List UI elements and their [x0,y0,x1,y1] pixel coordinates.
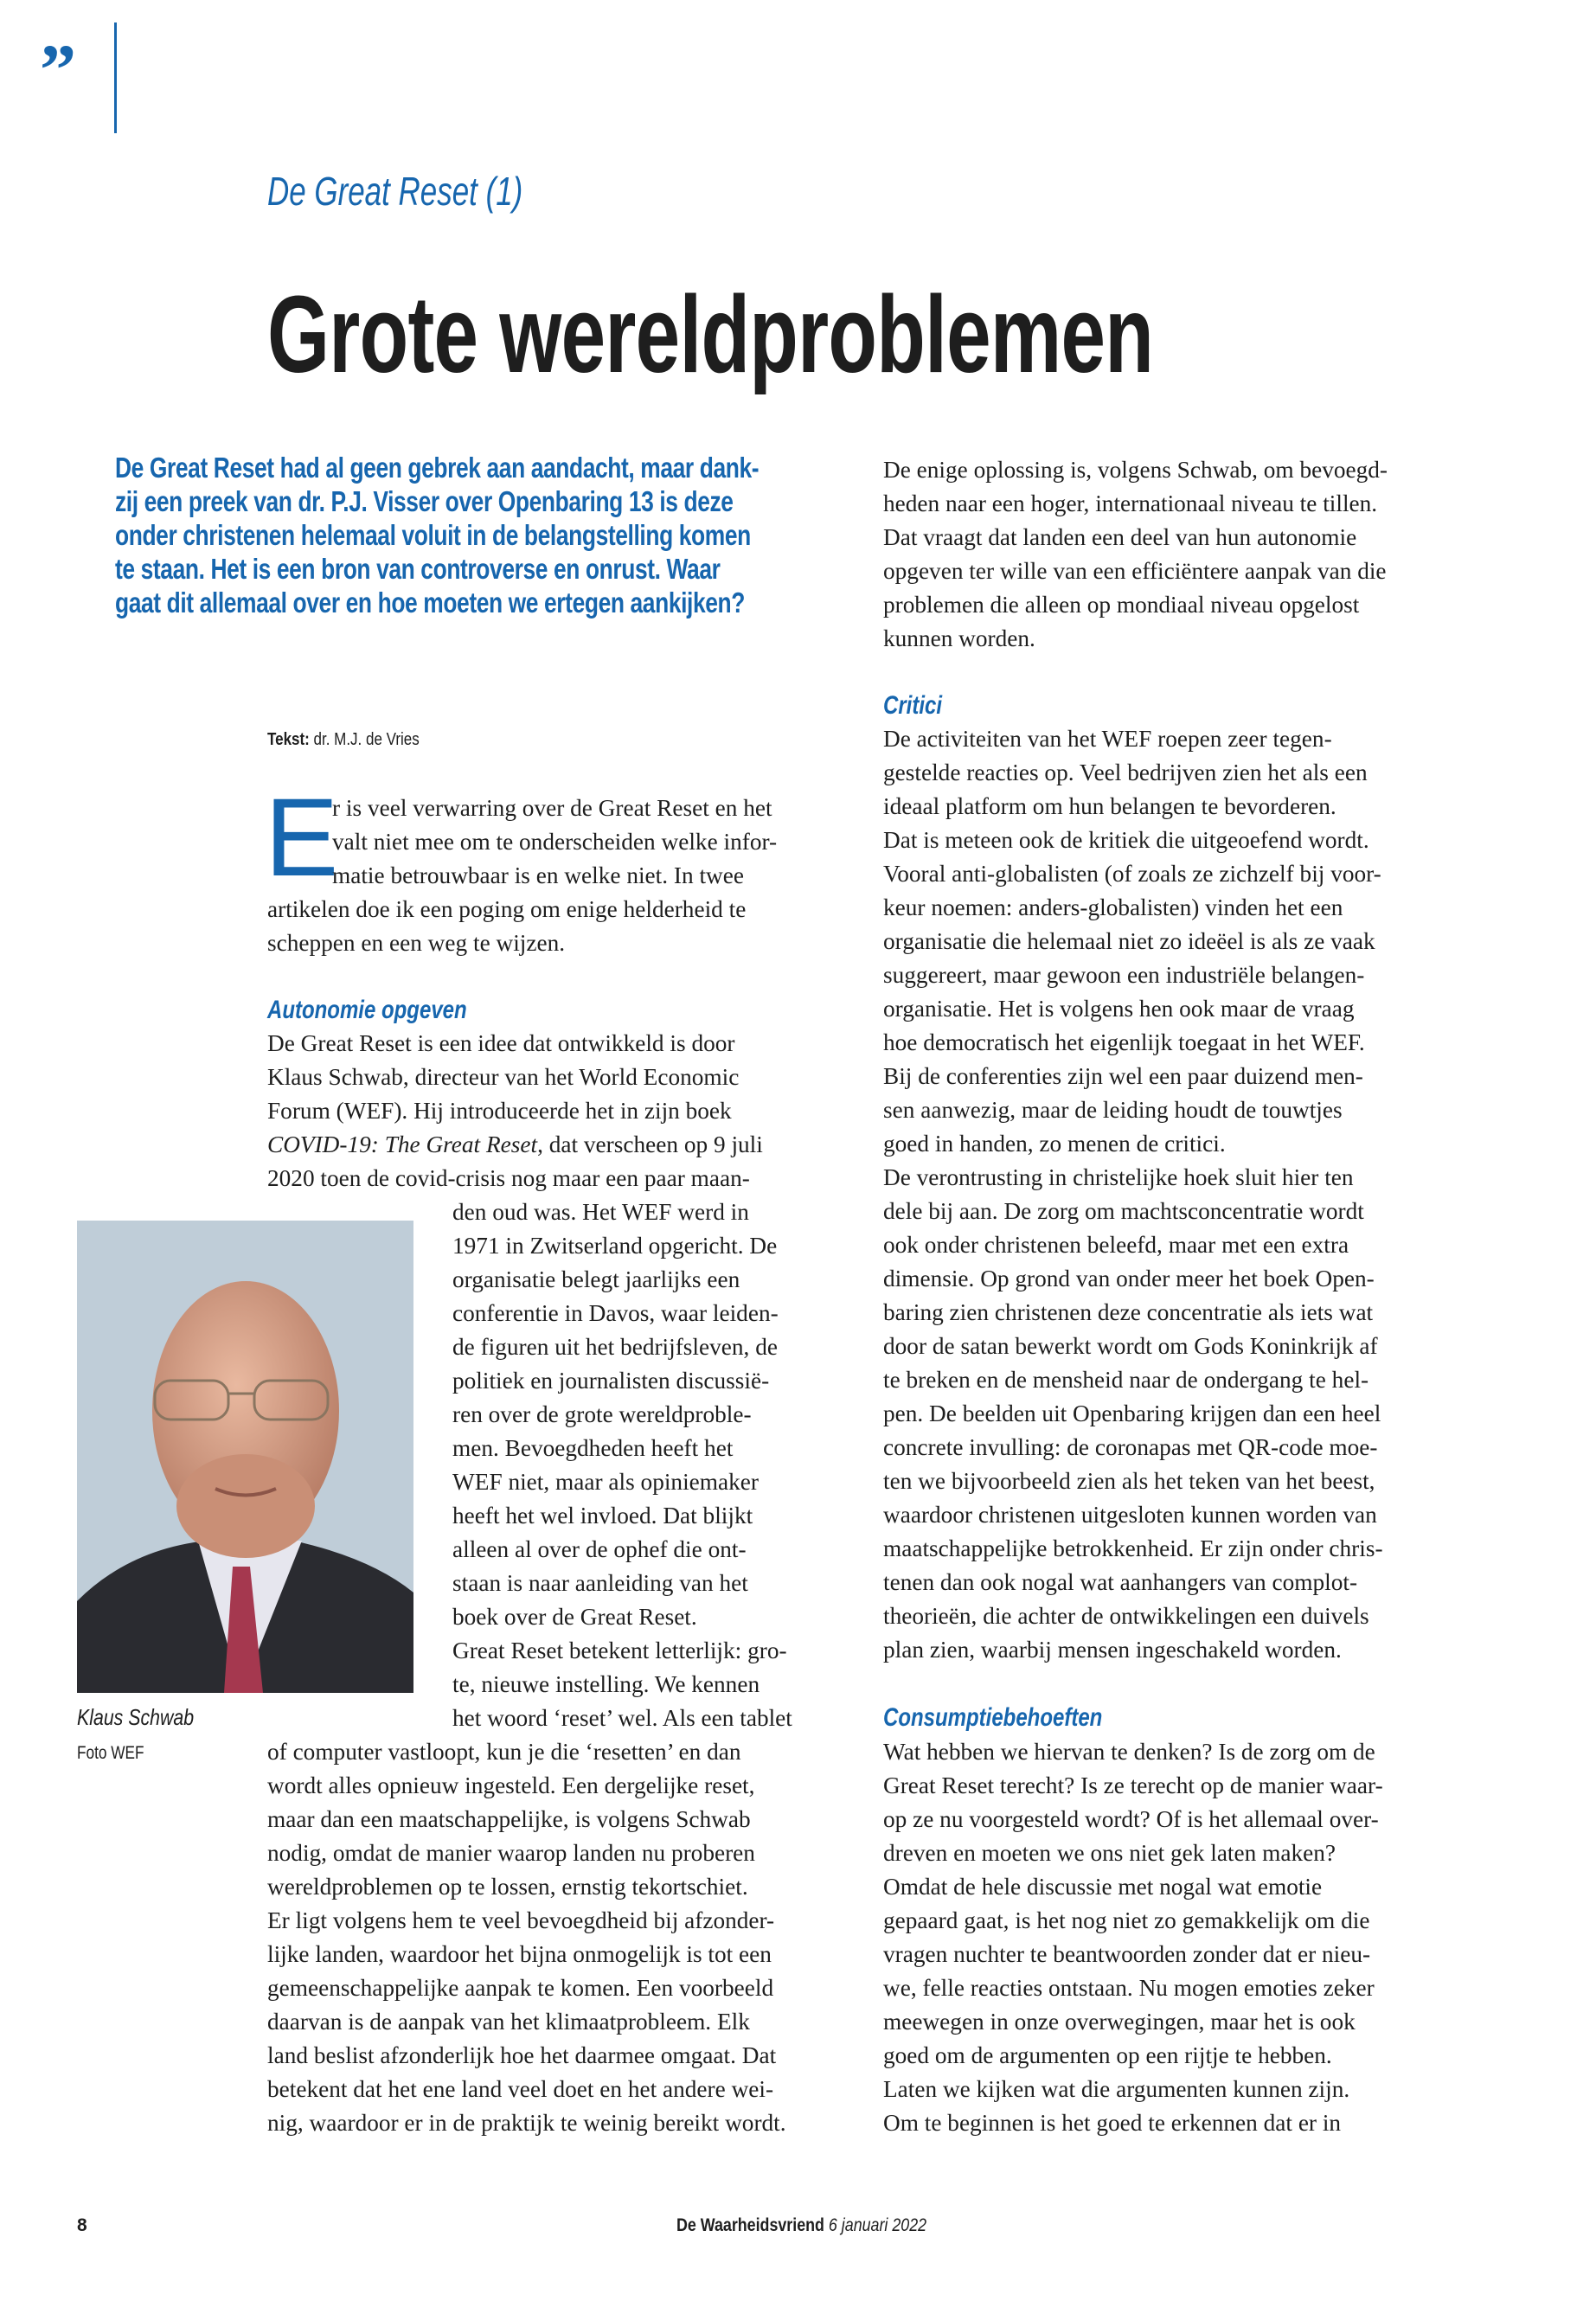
intro-indented [332,792,777,893]
text-line: Dat vraagt dat landen een deel van hun autonomie [883,524,1357,550]
text-line: gestelde reacties op. Veel bedrijven zien het als een [883,760,1368,785]
text-line: plan zien, waarbij mensen ingeschakeld worden. [883,1637,1342,1663]
header-divider [114,22,117,133]
text-line: organisatie. Het is volgens hen ook maar de vraag [883,996,1355,1022]
closing-quote-icon: ” [40,30,76,111]
text-line: waardoor christenen uitgesloten kunnen worden van [883,1502,1377,1528]
text-line: Vooral anti-globalisten (of zoals ze zichzelf bij voor- [883,861,1381,887]
text-line: 1971 in Zwitserland opgericht. De [452,1233,778,1259]
text-line: goed in handen, zo menen de critici. [883,1131,1226,1157]
text-line: ren over de grote wereldproble- [452,1401,752,1427]
text-line: Bij de conferenties zijn wel een paar duizend men- [883,1063,1363,1089]
text-line: conferentie in Davos, waar leiden- [452,1300,779,1326]
body-after-photo [267,1735,786,2140]
text-line: meewegen in onze overwegingen, maar het is ook [883,2009,1356,2035]
text-line: dimensie. Op grond van onder meer het boek Open- [883,1266,1375,1292]
text-line: op ze nu voorgesteld wordt? Of is het allemaal over- [883,1806,1379,1832]
byline-label: Tekst: [267,730,310,749]
body-before-photo [267,1027,763,1195]
text-line: De enige oplossing is, volgens Schwab, om bevoegd- [883,457,1388,483]
text-line: Laten we kijken wat die argumenten kunnen zijn. [883,2076,1350,2102]
text-line: land beslist afzonderlijk hoe het daarmee omgaat. Dat [267,2042,777,2068]
footer-publication [676,2214,926,2236]
text-line: Dat is meteen ook de kritiek die uitgeoefend wordt. [883,827,1369,853]
portrait-image [77,1221,413,1693]
text-line: Great Reset betekent letterlijk: gro- [452,1638,787,1663]
article-title: Grote wereldproblemen [267,273,1154,395]
text-line: vragen nuchter te beantwoorden zonder dat er nieu- [883,1941,1371,1967]
text-line: betekent dat het ene land veel doet en het andere wei- [267,2076,774,2102]
text-line: concrete invulling: de coronapas met QR-code moe- [883,1434,1378,1460]
text-line: Forum (WEF). Hij introduceerde het in zijn boek [267,1098,732,1124]
text-line: hoe democratisch het eigenlijk toegaat in het WEF. [883,1029,1365,1055]
subheading-critici: Critici [883,691,943,720]
intro-rest [267,893,746,960]
text-line: den oud was. Het WEF werd in [452,1199,749,1225]
text-line: lijke landen, waardoor het bijna onmogelijk is tot een [267,1941,772,1967]
text-line: boek over de Great Reset. [452,1604,697,1630]
text-line: pen. De beelden uit Openbaring krijgen dan een heel [883,1400,1381,1426]
photo-credit: Foto WEF [77,1743,144,1763]
text-line: of computer vastloopt, kun je die ‘resetten’ en dan [267,1739,741,1765]
book-line-rest: , dat verscheen op 9 juli [537,1131,763,1157]
body-lines [267,1027,763,1128]
book-title: COVID-19: The Great Reset [267,1131,538,1157]
text-line: Om te beginnen is het goed te erkennen dat er in [883,2110,1342,2136]
text-line: onder christenen helemaal voluit in de belangstelling komen [115,519,751,551]
text-line: opgeven ter wille van een efficiëntere aanpak van die [883,558,1387,584]
text-line: het woord ‘reset’ wel. Als een tablet [452,1705,792,1731]
text-line: Great Reset terecht? Is ze terecht op de manier waar- [883,1772,1383,1798]
portrait-photo [77,1221,413,1693]
publication-name: De Waarheidsvriend [676,2215,824,2235]
text-line: artikelen doe ik een poging om enige helderheid te [267,896,747,922]
photo-caption: Klaus Schwab [77,1704,195,1730]
text-line: alleen al over de ophef die ont- [452,1536,747,1562]
text-line: wereldproblemen op te lossen, ernstig tekortschiet. [267,1874,748,1900]
subheading-consumptiebehoeften: Consumptiebehoeften [883,1703,1103,1732]
text-line: goed om de argumenten op een rijtje te hebben. [883,2042,1332,2068]
text-line: Er ligt volgens hem te veel bevoegdheid bij afzonder- [267,1907,775,1933]
text-line: De verontrusting in christelijke hoek sluit hier ten [883,1164,1354,1190]
text-line: baring zien christenen deze concentratie als iets wat [883,1299,1374,1325]
text-line: gemeenschappelijke aanpak te komen. Een voorbeeld [267,1975,774,2001]
text-line: Wat hebben we hiervan te denken? Is de zorg om de [883,1739,1375,1765]
text-line: scheppen en een weg te wijzen. [267,930,566,956]
text-line: dreven en moeten we ons niet gek laten maken? [883,1840,1336,1866]
text-line: keur noemen: anders-globalisten) vinden het een [883,894,1343,920]
body-beside-photo [452,1195,792,1735]
text-line: valt niet mee om te onderscheiden welke infor- [332,829,778,855]
text-line: heden naar een hoger, internationaal niveau te tillen. [883,490,1378,516]
text-line: sen aanwezig, maar de leiding houdt de touwtjes [883,1097,1343,1123]
text-line: gaat dit allemaal over en hoe moeten we ertegen aankijken? [115,586,745,619]
col2-paragraph-3 [883,1735,1383,2140]
text-line: kunnen worden. [883,625,1035,651]
byline [267,728,420,751]
series-kicker: De Great Reset (1) [267,169,523,214]
text-line: men. Bevoegdheden heeft het [452,1435,734,1461]
text-line: staan is naar aanleiding van het [452,1570,748,1596]
text-line: we, felle reacties ontstaan. Nu mogen emoties zeker [883,1975,1375,2001]
text-line: r is veel verwarring over de Great Reset en het [332,795,772,821]
text-line: tenen dan ook nogal wat aanhangers van complot- [883,1569,1358,1595]
text-line: Omdat de hele discussie met nogal wat emotie [883,1874,1323,1900]
subheading-autonomie: Autonomie opgeven [267,996,467,1024]
text-line: gepaard gaat, is het nog niet zo gemakkelijk om die [883,1907,1370,1933]
text-line: nig, waardoor er in de praktijk te weinig bereikt wordt. [267,2110,786,2136]
body-lines [267,1162,763,1195]
drop-cap: E [265,776,339,900]
text-line: problemen die alleen op mondiaal niveau opgelost [883,592,1360,618]
text-line: theorieën, die achter de ontwikkelingen een duivels [883,1603,1369,1629]
col2-paragraph-1 [883,453,1388,656]
text-line: daarvan is de aanpak van het klimaatprobleem. Elk [267,2009,750,2035]
text-line: De activiteiten van het WEF roepen zeer tegen- [883,726,1332,752]
text-line: organisatie die helemaal niet zo ideëel is als ze vaak [883,928,1375,954]
col2-paragraph-2 [883,722,1383,1667]
text-line: te, nieuwe instelling. We kennen [452,1671,760,1697]
byline-author: dr. M.J. de Vries [313,730,420,749]
text-line: nodig, omdat de manier waarop landen nu proberen [267,1840,755,1866]
text-line: zij een preek van dr. P.J. Visser over Openbaring 13 is deze [115,485,734,517]
text-line: organisatie belegt jaarlijks een [452,1266,740,1292]
text-line: ten we bijvoorbeeld zien als het teken van het beest, [883,1468,1375,1494]
text-line: heeft het wel invloed. Dat blijkt [452,1503,753,1529]
text-line: politiek en journalisten discussië- [452,1368,770,1394]
text-line: maatschappelijke betrokkenheid. Er zijn onder chris- [883,1535,1383,1561]
text-line: Klaus Schwab, directeur van het World Economic [267,1064,740,1090]
text-line: ideaal platform om hun belangen te bevorderen. [883,793,1336,819]
body-line [267,1128,763,1162]
lead-paragraph [115,444,838,619]
text-line: matie betrouwbaar is en welke niet. In twee [332,862,744,888]
text-line: te breken en de mensheid naar de ondergang te hel- [883,1367,1369,1393]
text-line: te staan. Het is een bron van controverse en onrust. Waar [115,553,721,585]
text-line: door de satan bewerkt wordt om Gods Koninkrijk af [883,1333,1378,1359]
text-line: de figuren uit het bedrijfsleven, de [452,1334,778,1360]
text-line: ook onder christenen beleefd, maar met een extra [883,1232,1349,1258]
text-line: De Great Reset is een idee dat ontwikkeld is door [267,1030,735,1056]
publication-date: 6 januari 2022 [828,2215,927,2235]
text-line: dele bij aan. De zorg om machtsconcentratie wordt [883,1198,1364,1224]
text-line: WEF niet, maar als opiniemaker [452,1469,759,1495]
text-line: De Great Reset had al geen gebrek aan aandacht, maar dank- [115,452,760,484]
text-line: maar dan een maatschappelijke, is volgens Schwab [267,1806,751,1832]
text-line: wordt alles opnieuw ingesteld. Een dergelijke reset, [267,1772,755,1798]
page-number: 8 [77,2215,87,2235]
text-line: 2020 toen de covid-crisis nog maar een paar maan- [267,1165,750,1191]
text-line: suggereert, maar gewoon een industriële belangen- [883,962,1365,988]
